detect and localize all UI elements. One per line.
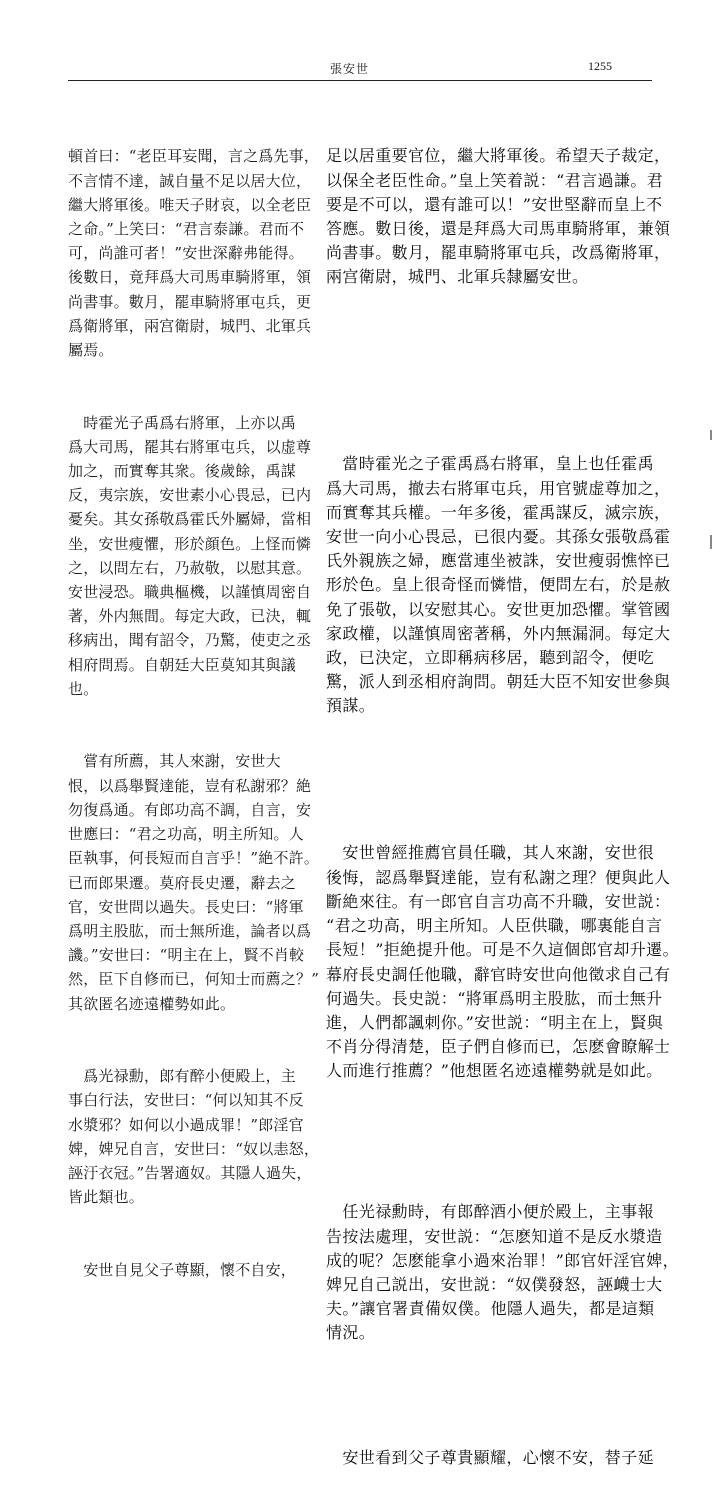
translation-paragraph: 安世看到父子尊貴顯耀，心懷不安，替子延 (326, 1448, 655, 1468)
classical-paragraph: 安世自見父子尊顯，懷不自安， (68, 1260, 297, 1279)
scan-edge-mark (710, 535, 712, 549)
translation-paragraph: 安世曾經推薦官員任職，其人來謝，安世很 後悔，認爲舉賢達能，豈有私謝之理？便與此人 斷絶來往。有一郎官自言功高不升職，安世説： “君之功高，明主所知。人臣供職，哪裏能自言 長短！”拒絶提升他。可是不久這個郎官却升遷。 幕府長史調任他職，辭官時安世向他徵求自己有 何過失。長史説：“將軍爲明主股肱，而士無升 進，人們都諷刺你。”安世説：“明主在上，賢與 不肖分得清楚，臣子們自修而已，怎麽會瞭解士 人而進行推薦？”他想匿名迹遠權勢就是如此。 (326, 843, 679, 1081)
paragraph-gap (326, 1394, 662, 1398)
scan-edge-mark (710, 430, 712, 440)
page-number: 1255 (588, 59, 612, 73)
classical-text-column (68, 96, 320, 1306)
paragraph-gap (326, 767, 662, 793)
header-rule (68, 80, 652, 81)
paragraph-gap (326, 1132, 662, 1152)
classical-paragraph: 時霍光子禹爲右將軍，上亦以禹 爲大司馬，罷其右將軍屯兵，以虚尊 加之，而實奪其衆。後歲餘，禹謀 反，夷宗族，安世素小心畏忌，已内 憂矣。其女孫敬爲霍氏外屬婦，當相 坐，安世瘦懼，形於顔色。上怪而憐 之，以問左右，乃赦敬，以慰其意。 安世浸恐。職典樞機，以謹慎周密自 著，外内無間。每定大政，已決，輒 移病出，聞有詔令，乃驚，使吏之丞 相府問焉。自朝廷大臣莫知其與議 也。 (68, 413, 312, 698)
classical-paragraph: 爲光禄勳，郎有醉小便殿上，主 事白行法，安世曰：“何以知其不反 水漿邪？如何以小過成罪！”郎淫官 婢，婢兄自言，安世曰：“奴以恚怒， 誣汙衣冠。”告署適奴。其隱人過失， 皆此類也。 (68, 1067, 320, 1207)
translation-paragraph: 任光禄勳時，有郎醉酒小便於殿上，主事報 告按法處理，安世説：“怎麽知道不是反水漿造 成的呢？怎麽能拿小過來治罪！”郎官奸淫官婢， 婢兄自己説出，安世説：“奴僕發怒，誣衊士大 夫。”讓官署責備奴僕。他隱人過失，都是這類 情況。 (326, 1202, 679, 1343)
translation-column (326, 96, 679, 1495)
translation-paragraph: 當時霍光之子霍禹爲右將軍，皇上也任霍禹 爲大司馬，撤去右將軍屯兵，用官號虚尊加之， 而實奪其兵權。一年多後，霍禹謀反，滅宗族， 安世一向小心畏忌，已很内憂。其孫女張敬爲霍 氏外親族之婦，應當連坐被誅，安世瘦弱憔悴已 形於色。皇上很奇怪而憐惜，便問左右，於是赦 免了張敬，以安慰其心。安世更加恐懼。掌管國 家政權，以謹慎周密著稱，外内無漏洞。每定大 政，已決定，立即稱病移居，聽到詔令，便吃 驚，派人到丞相府詢問。朝廷大臣不知安世參與 預謀。 (326, 454, 671, 716)
running-title: 張安世 (330, 62, 370, 76)
classical-paragraph: 嘗有所薦，其人來謝，安世大 恨，以爲舉賢達能，豈有私謝邪？絶 勿復爲通。有郎功高不調，自言，安 世應曰：“君之功高，明主所知。人 臣執事，何長短而自言乎！”絶不許。 已而郎果遷。莫府長史遷，辭去之 官，安世問以過失。長史曰：“將軍 爲明主股肱，而士無所進，論者以爲 譏。”安世曰：“明主在上，賢不肖較 然，臣下自修而已，何知士而薦之？” 其欲匿名迹遠權勢如此。 (68, 752, 320, 1013)
translation-paragraph: 足以居重要官位，繼大將軍後。希望天子裁定， 以保全老臣性命。”皇上笑着説：“君言過謙。君 要是不可以，還有誰可以！”安世堅辭而皇上不 答應。數日後，還是拜爲大司馬車騎將軍，兼領 尚書事。數月，罷車騎將軍屯兵，改爲衛將軍， 兩宫衛尉，城門、北軍兵隸屬安世。 (326, 146, 671, 287)
page-header (0, 0, 716, 80)
paragraph-gap (326, 338, 662, 404)
classical-paragraph: 頓首曰：“老臣耳妄聞，言之爲先事， 不言情不達，誠自量不足以居大位， 繼大將軍後。唯天子財哀，以全老臣 之命。”上笑曰：“君言泰謙。君而不 可，尚誰可者！”安世深辭弗能得。 後數日，竟拜爲大司馬車騎將軍，領 尚書事。數月，罷車騎將軍屯兵，更 爲衛將軍，兩宫衛尉，城門、北軍兵 屬焉。 (68, 147, 320, 360)
